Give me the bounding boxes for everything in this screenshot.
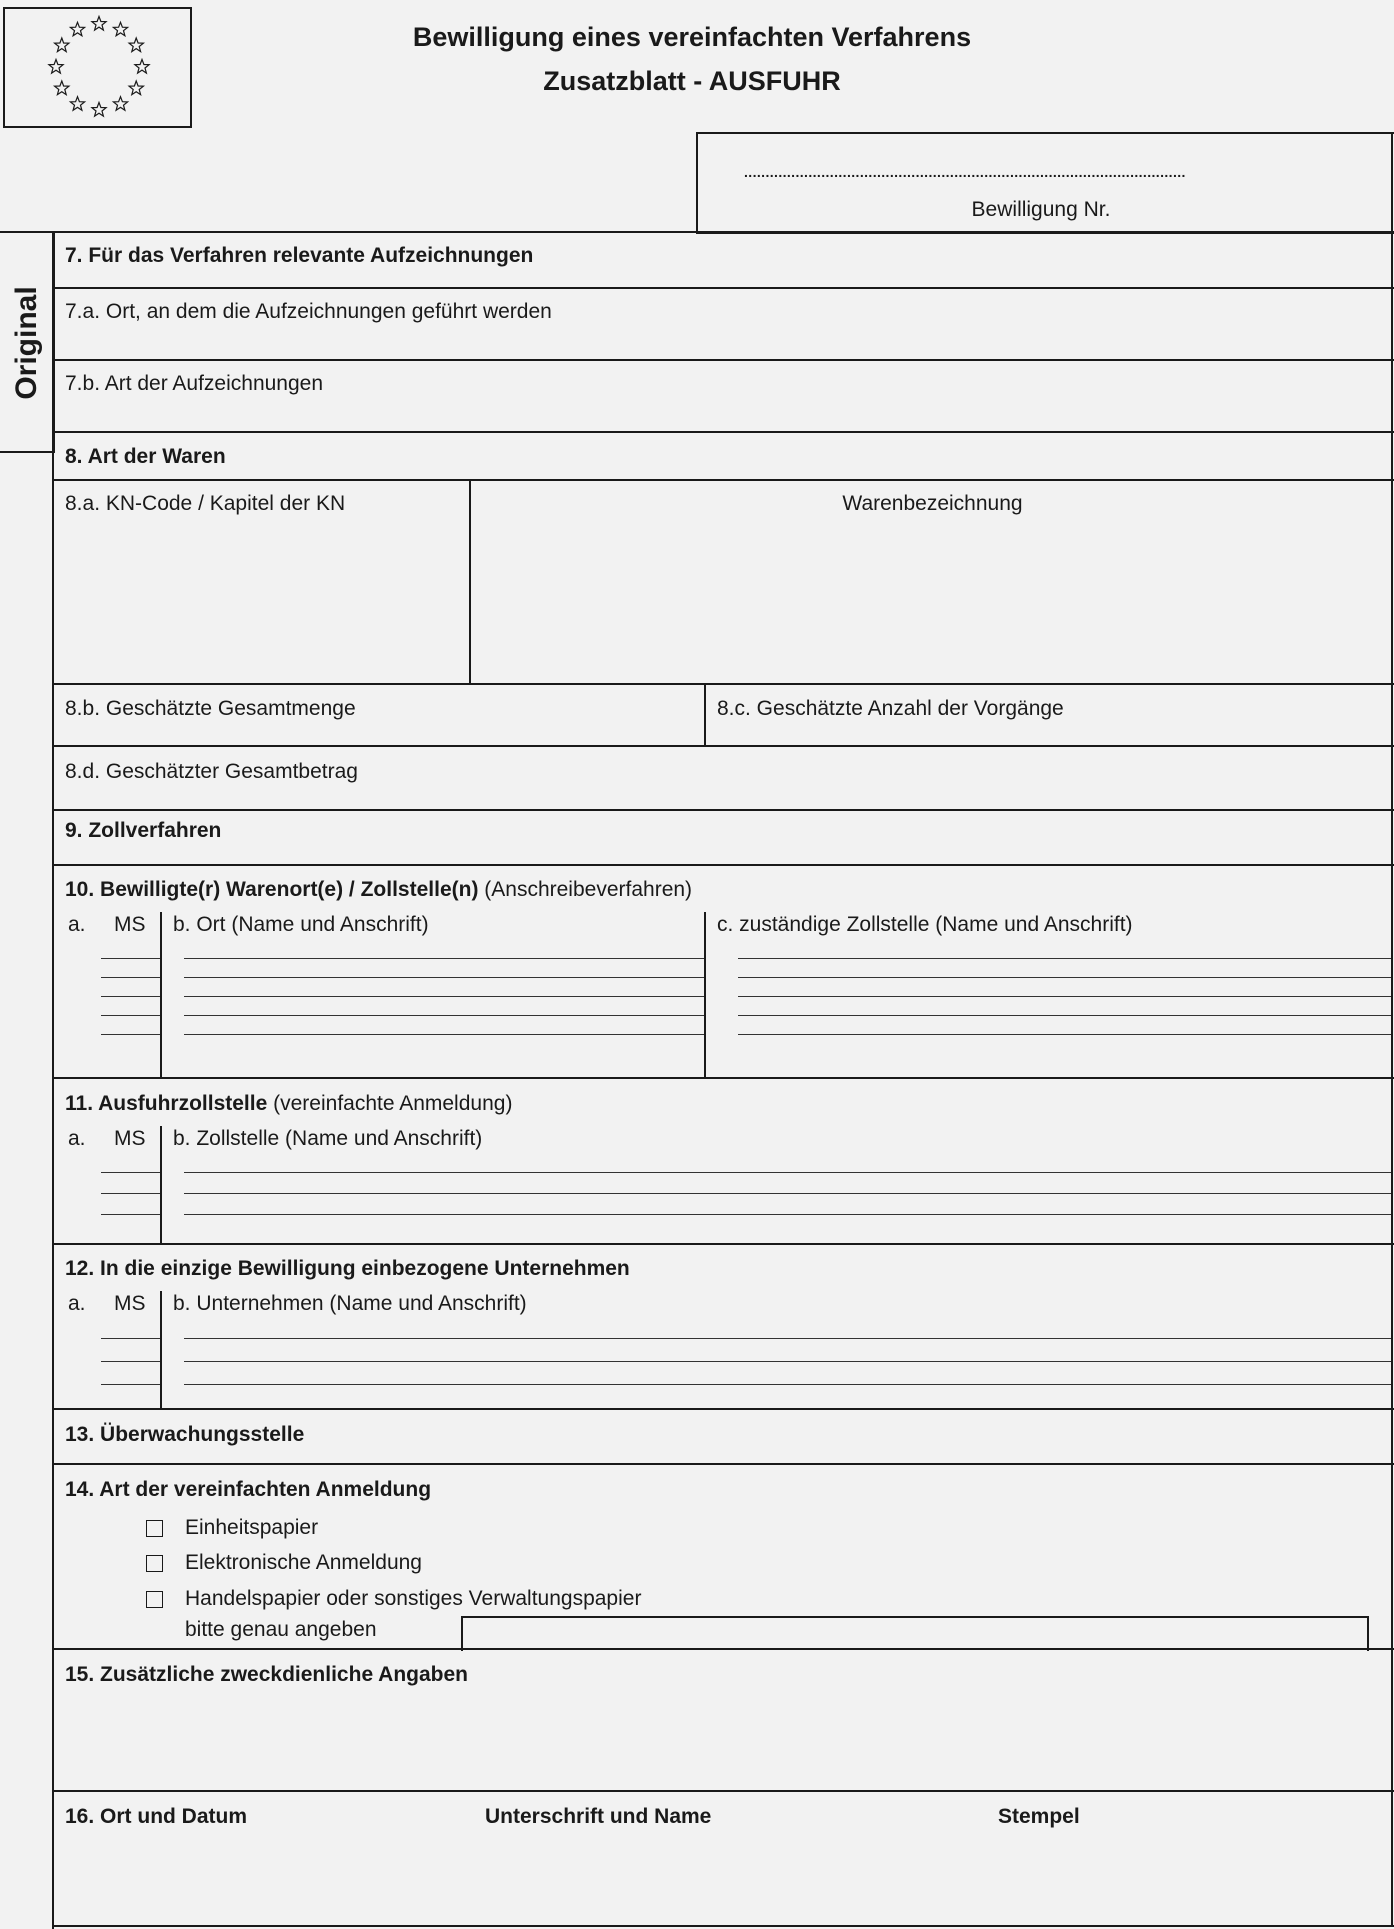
section-8b-label: 8.b. Geschätzte Gesamtmenge	[65, 697, 356, 720]
section-11-title-bold: 11. Ausfuhrzollstelle	[65, 1092, 268, 1115]
writing-line[interactable]	[101, 1384, 160, 1385]
section-12-ms-label: MS	[114, 1292, 146, 1315]
form-subtitle: Zusatzblatt - AUSFUHR	[543, 66, 841, 96]
section-10-title-bold: 10. Bewilligte(r) Warenort(e) / Zollstelle(n)	[65, 878, 479, 901]
section-8-title: 8. Art der Waren	[65, 445, 226, 468]
option-elektronische-anmeldung: Elektronische Anmeldung	[185, 1551, 422, 1574]
writing-line[interactable]	[101, 1034, 160, 1035]
writing-line[interactable]	[101, 1214, 160, 1215]
writing-line[interactable]	[184, 1015, 704, 1016]
permit-number-box	[696, 132, 1394, 234]
writing-line[interactable]	[184, 1172, 1391, 1173]
writing-line[interactable]	[101, 1015, 160, 1016]
specify-input[interactable]	[461, 1616, 1369, 1651]
section-12b-label: b. Unternehmen (Name und Anschrift)	[173, 1292, 527, 1315]
section-11b-label: b. Zollstelle (Name und Anschrift)	[173, 1127, 483, 1150]
permit-number-label: Bewilligung Nr.	[971, 198, 1111, 221]
permit-number-field[interactable]: .......................................................................................................	[744, 164, 1186, 180]
writing-line[interactable]	[738, 958, 1391, 959]
form-title: Bewilligung eines vereinfachten Verfahrens	[412, 22, 972, 52]
checkbox-handelspapier[interactable]	[146, 1591, 163, 1608]
section-8a-label: 8.a. KN-Code / Kapitel der KN	[65, 492, 346, 515]
writing-line[interactable]	[101, 977, 160, 978]
writing-line[interactable]	[184, 1384, 1391, 1385]
writing-line[interactable]	[738, 1015, 1391, 1016]
writing-line[interactable]	[184, 1338, 1391, 1339]
original-tab	[0, 231, 55, 453]
writing-line[interactable]	[738, 977, 1391, 978]
goods-description-label: Warenbezeichnung	[842, 492, 1023, 515]
checkbox-elektronische-anmeldung[interactable]	[146, 1555, 163, 1572]
section-10b-label: b. Ort (Name und Anschrift)	[173, 913, 429, 936]
place-date-label: 16. Ort und Datum	[65, 1805, 248, 1828]
section-10c-label: c. zuständige Zollstelle (Name und Anschrift)	[717, 913, 1133, 936]
eu-flag-stars-icon	[5, 9, 190, 126]
signature-label: Unterschrift und Name	[485, 1805, 712, 1828]
writing-line[interactable]	[101, 1193, 160, 1194]
section-11a-label: a.	[68, 1127, 86, 1150]
stamp-label: Stempel	[998, 1805, 1080, 1828]
section-14-title: 14. Art der vereinfachten Anmeldung	[65, 1478, 432, 1501]
specify-label: bitte genau angeben	[185, 1618, 377, 1641]
section-10-ms-label: MS	[114, 913, 146, 936]
writing-line[interactable]	[184, 1193, 1391, 1194]
writing-line[interactable]	[101, 1338, 160, 1339]
section-9-title: 9. Zollverfahren	[65, 819, 222, 842]
writing-line[interactable]	[184, 996, 704, 997]
section-12-title: 12. In die einzige Bewilligung einbezogene Unternehmen	[65, 1257, 630, 1280]
option-einheitspapier: Einheitspapier	[185, 1516, 319, 1539]
writing-line[interactable]	[101, 1361, 160, 1362]
writing-line[interactable]	[101, 958, 160, 959]
writing-line[interactable]	[184, 977, 704, 978]
section-13-title: 13. Überwachungsstelle	[65, 1423, 305, 1446]
eu-emblem-box	[3, 7, 192, 128]
section-11-title-rest: (vereinfachte Anmeldung)	[273, 1092, 513, 1115]
original-label: Original	[10, 286, 43, 400]
section-11-title	[65, 1092, 512, 1116]
section-10-title-rest: (Anschreibeverfahren)	[484, 878, 693, 901]
section-10a-label: a.	[68, 913, 86, 936]
option-handelspapier: Handelspapier oder sonstiges Verwaltungspapier	[185, 1587, 642, 1610]
section-12a-label: a.	[68, 1292, 86, 1315]
checkbox-einheitspapier[interactable]	[146, 1520, 163, 1537]
section-7a-label: 7.a. Ort, an dem die Aufzeichnungen geführt werden	[65, 300, 552, 323]
writing-line[interactable]	[101, 996, 160, 997]
writing-line[interactable]	[738, 996, 1391, 997]
writing-line[interactable]	[101, 1172, 160, 1173]
writing-line[interactable]	[184, 1034, 704, 1035]
section-7b-label: 7.b. Art der Aufzeichnungen	[65, 372, 324, 395]
section-11-ms-label: MS	[114, 1127, 146, 1150]
section-8c-label: 8.c. Geschätzte Anzahl der Vorgänge	[717, 697, 1064, 720]
section-10-title	[65, 878, 692, 902]
writing-line[interactable]	[184, 1361, 1391, 1362]
writing-line[interactable]	[738, 1034, 1391, 1035]
section-15-title: 15. Zusätzliche zweckdienliche Angaben	[65, 1663, 469, 1686]
writing-line[interactable]	[184, 1214, 1391, 1215]
writing-line[interactable]	[184, 958, 704, 959]
section-8d-label: 8.d. Geschätzter Gesamtbetrag	[65, 760, 358, 783]
section-7-title: 7. Für das Verfahren relevante Aufzeichnungen	[65, 244, 534, 267]
